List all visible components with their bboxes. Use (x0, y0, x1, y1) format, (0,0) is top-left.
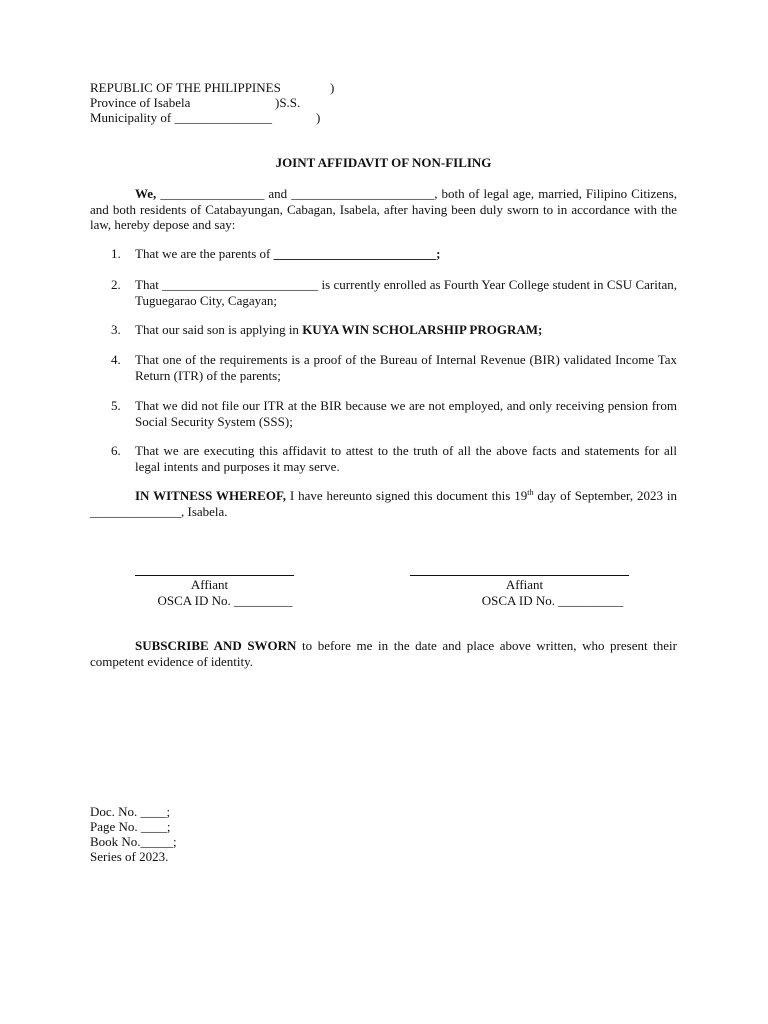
item-text: That our said son is applying in (135, 322, 303, 337)
witness-text-b: day of September, 2023 in ______________, Isabela. (90, 488, 678, 519)
header-municipality-paren: ) (316, 110, 321, 125)
book-no: Book No._____; (90, 834, 177, 849)
item-number: 4. (111, 352, 121, 367)
intro-paragraph (90, 186, 677, 233)
witness-text-a: I have hereunto signed this document this 19 (289, 488, 528, 503)
doc-no: Doc. No. ____; (90, 804, 171, 819)
intro-we: We, (135, 186, 157, 201)
item-blank-bold: _________________________; (273, 246, 441, 261)
intro-text: ________________ and ______________________, both of legal age, married, Filipino Citizens, and both residents of Catabayungan, Cabagan, Isabela, after having been duly sworn to in accordance with the law, hereby depose and say: (90, 186, 677, 232)
item-program-name: KUYA WIN SCHOLARSHIP PROGRAM; (302, 322, 543, 337)
witness-ordinal: th (527, 488, 534, 497)
series: Series of 2023. (90, 849, 169, 864)
item-number: 1. (111, 246, 121, 261)
item-number: 6. (111, 443, 121, 458)
header-ss: )S.S. (275, 95, 301, 110)
signature-line-left (135, 575, 294, 576)
header-municipality: Municipality of _______________ (90, 110, 272, 125)
affiant-label-right: Affiant (505, 577, 544, 592)
document-title: JOINT AFFIDAVIT OF NON-FILING (275, 155, 492, 170)
item-number: 2. (111, 277, 121, 292)
affiant-label-left: Affiant (190, 577, 229, 592)
item-text: That we are the parents of (135, 246, 274, 261)
item-text: That one of the requirements is a proof of the Bureau of Internal Revenue (BIR) validated Income Tax Return (ITR) of the parents; (135, 352, 677, 383)
item-text: That we are executing this affidavit to attest to the truth of all the above facts and statements for all legal intents and purposes it may serve. (135, 443, 677, 474)
page-no: Page No. ____; (90, 819, 171, 834)
item-text: That ________________________ is currently enrolled as Fourth Year College student in CSU Caritan, Tuguegarao City, Cagayan; (135, 277, 677, 308)
subscribe-paragraph (90, 638, 677, 669)
item-text: That we did not file our ITR at the BIR because we are not employed, and only receiving pension from Social Security System (SSS); (135, 398, 677, 429)
header-republic-paren: ) (330, 80, 335, 95)
osca-id-left: OSCA ID No. _________ (157, 593, 293, 608)
header-republic: REPUBLIC OF THE PHILIPPINES (90, 80, 281, 95)
subscribe-lead: SUBSCRIBE AND SWORN (135, 638, 297, 653)
item-number: 3. (111, 322, 121, 337)
subscribe-text: to before me in the date and place above written, who present their competent evidence of identity. (90, 638, 678, 669)
osca-id-right: OSCA ID No. __________ (481, 593, 624, 608)
witness-lead: IN WITNESS WHEREOF, (135, 488, 286, 503)
header-province: Province of Isabela (90, 95, 191, 110)
signature-line-right (410, 575, 629, 576)
witness-paragraph (90, 488, 677, 519)
item-number: 5. (111, 398, 121, 413)
